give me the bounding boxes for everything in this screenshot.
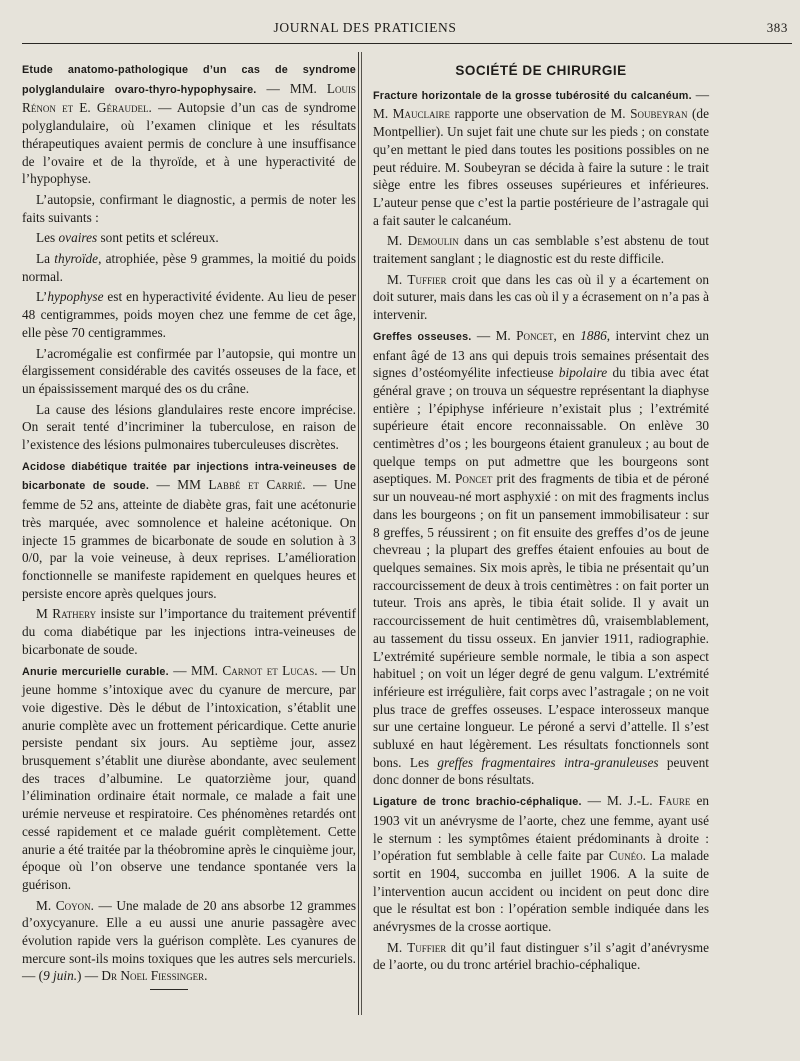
italic-term: ovaires	[58, 230, 98, 246]
article-greffes-osseuses	[373, 327, 709, 789]
article-syndrome-polyglandulaire	[22, 60, 356, 454]
column-divider	[358, 52, 359, 1015]
right-column	[373, 60, 709, 977]
author-name: Demoulin	[407, 233, 459, 249]
paragraph: La cause des lésions glandulaires reste encore imprécise. On serait tenté d’incriminer la tuberculose, en raison de l’existence des lésions pulmonaires tuberculeuses discrètes.	[22, 401, 356, 453]
article-title: Anurie mercurielle curable.	[22, 665, 169, 678]
signature: Dr Noel Fiessinger.	[101, 968, 208, 984]
author-name: Poncet	[455, 471, 493, 487]
article-authors: — MM. Louis Rénon et E. Géraudel.	[22, 80, 357, 116]
article-body: — Autopsie d’un cas de syndrome polyglandulaire, où l’examen clinique et les résultats thérapeutiques avaient permis de conclure à une insuffisance de l’ovaire et de la thyroïde, et à une hyperactivité de l’hypophyse.	[22, 100, 357, 187]
paragraph: M Rathery insiste sur l’importance du traitement préventif du coma diabétique par les injections intra-veineuses de bicarbonate de soude.	[22, 606, 356, 657]
date: 9 juin.	[43, 968, 78, 984]
italic-term: thyroïde	[54, 251, 99, 267]
italic-term: greffes fragmentaires intra-granuleuses	[437, 754, 659, 770]
article-body: — Un jeune homme s’intoxique avec du cyanure de mercure, par voie digestive. Dès le début de l’intoxication, s’établit une anurie complète avec un frottement péricardique. Cette anurie persiste pendant six jours. Au septième jour, assez brusquement s’établit une diurèse abondante, avec seulement des traces d’albumine. Le quatorzième jour, quand l’élimination ordinaire était normale, ce malade a fait une urémie nerveuse et respiratoire. Ces phénomènes retardés ont cessé rapidement et ce malade guérit complètement. Cette anurie a été traitée par la théobromine après le cinquième jour, époque où l’on observe une tendance spontanée vers la guérison.	[22, 662, 356, 892]
article-authors: — MM Labbé et Carrié.	[156, 477, 306, 493]
article-body: — Une femme de 52 ans, atteinte de diabète gras, fait une acétonurie très marquée, avec somnolence et haleine acétonique. On injecte 15 grammes de bicarbonate de soude en solution à 3 0/0, par la voie veineuse, à deux reprises. L’amélioration fonctionnelle se manifeste rapidement en quelques heures et persiste encore après quelques jours.	[22, 477, 357, 601]
article-lead: Greffes osseuses. — M. Poncet, en 1886, intervint chez un enfant âgé de 13 ans qui depuis trois semaines présentait des signes d’ostéomyélite infectieuse bipolaire du tibia avec état général grave ; on trouva un séquestre représentant la diaphyse entière ; l’épiphyse inférieure n’existait plus ; l’extrémité supérieure était encore reconnaissable. On enlève 30 centimètres d’os ; les bourgeons étaient granuleux ; au bout de quelque temps on put admettre que les bourgeons sont aseptiques. M. Poncet prit des fragments de tibia et de péroné sur un nouveau-né mort asphyxié : on mit des fragments inclus dans les bourgeons ; on fit un pansement immobilisateur : sur 8 greffes, 5 réussirent ; on fit ensuite des greffes d’os de jeune chevreau ; la plupart des greffes étaient enfouies au bout de quelques semaines. Six mois après, le tibia ne présentait qu’un raccourcissement de deux à trois centimètres : on fait porter un tuteur. Trois ans après, le tibia était solide. Il y avait un raccourcissement de huit centimètres dû, vraisemblablement, au tassement du tissu osseux. En janvier 1911, radiographie. L’extrémité supérieure semble normale, le tibia a son aspect habituel ; on voit un léger degré de genu valgum. L’extrémité inférieure est irrégulière, fait corps avec l’astragale ; on ne voit plus trace de greffes osseuses. L’espace interosseux manque sur une certaine longueur. Le péroné a servi d’attelle. Il s’est subluxé en haut légèrement. Les résultats fonctionnels sont bons. Les greffes fragmentaires intra-granuleuses peuvent donc donner de bons résultats.	[373, 327, 710, 788]
left-column	[22, 60, 356, 990]
column-divider-inner	[361, 52, 362, 1015]
article-fracture-calcaneum	[373, 86, 709, 324]
author-name: M Rathery	[36, 606, 97, 622]
author-name: Soubeyran	[630, 106, 688, 122]
author-name: Mauclaire	[392, 106, 450, 122]
author-name: Poncet	[516, 327, 554, 343]
author-name: M. Coyon.	[36, 897, 94, 913]
paragraph: La thyroïde, atrophiée, pèse 9 grammes, la moitié du poids normal.	[22, 251, 356, 284]
article-lead	[22, 60, 356, 188]
article-ligature-brachio-cephalique	[373, 792, 709, 974]
paragraph: L’acromégalie est confirmée par l’autopsie, qui montre un élargissement considérable des cavités osseuses de la face, et un épaississement marqué des os du crâne.	[22, 345, 356, 396]
article-acidose-diabetique	[22, 457, 356, 659]
author-name: Tuffier	[407, 939, 447, 955]
paragraph: Les ovaires sont petits et scléreux.	[36, 230, 219, 246]
paragraph: M. Demoulin dans un cas semblable s’est abstenu de tout traitement sanglant ; le diagnostic est du reste difficile.	[373, 233, 709, 267]
article-title: Fracture horizontale de la grosse tubérosité du calcanéum.	[373, 89, 692, 102]
paragraph: M. Coyon. — Une malade de 20 ans absorbe 12 grammes d’oxycyanure. Elle a eu aussi une anurie passagère avec évolution rapide vers la guérison complète. Les cyanures de mercure sont-ils moins toxiques que les autres sels mercuriels. — (9 juin.) — Dr Noel Fiessinger.	[22, 897, 356, 984]
paragraph: L’autopsie, confirmant le diagnostic, a permis de noter les faits suivants :	[22, 191, 356, 225]
author-name: Cunéo	[608, 848, 643, 864]
paragraph: M. Tuffier croit que dans les cas où il y a écartement on doit suturer, mais dans les cas où il y a écrasement on n’a pas à intervenir.	[373, 271, 709, 323]
year: 1886	[580, 327, 607, 343]
paragraph: L’hypophyse est en hyperactivité évidente. Au lieu de peser 48 centigrammes, poids moyen chez une femme de cet âge, elle pèse 70 centigrammes.	[22, 289, 356, 340]
italic-term: hypophyse	[47, 289, 104, 305]
section-title: SOCIÉTÉ DE CHIRURGIE	[455, 63, 627, 78]
header-rule	[22, 43, 792, 44]
italic-term: bipolaire	[558, 365, 608, 381]
article-lead	[22, 457, 356, 603]
article-lead	[22, 662, 356, 894]
end-rule	[150, 989, 188, 990]
paragraph: M. Tuffier dit qu’il faut distinguer s’il s’agit d’anévrysme de l’aorte, ou du tronc artériel brachio-céphalique.	[373, 939, 709, 973]
article-lead: Fracture horizontale de la grosse tubérosité du calcanéum. — M. Mauclaire rapporte une observation de M. Soubeyran (de Montpellier). Un sujet fait une chute sur les pieds ; on constate qu’en mettant le pied dans toutes les positions possibles on ne peut réduire. M. Soubeyran se décida à faire la suture : le trait siège entre les fibres osseuses supérieures et inférieures. L’auteur pense que c’est la partie postérieure de l’astragale qui a fait sauter le calcanéum.	[373, 86, 709, 228]
article-title: Ligature de tronc brachio-céphalique.	[373, 796, 582, 809]
author-name: Tuffier	[407, 271, 447, 287]
article-anurie-mercurielle	[22, 662, 356, 991]
article-title: Etude anatomo-pathologique d’un cas de syndrome polyglandulaire ovaro-thyro-hypophysaire.	[22, 64, 356, 96]
article-authors: — MM. Carnot et Lucas.	[173, 662, 318, 678]
article-title: Acidose diabétique traitée par injections intra-veineuses de bicarbonate de soude.	[22, 460, 356, 493]
running-header	[0, 18, 800, 40]
page-number: 383	[766, 20, 788, 35]
article-title: Greffes osseuses.	[373, 330, 472, 343]
author-name: Faure	[658, 793, 691, 809]
journal-title: JOURNAL DES PRATICIENS	[273, 20, 457, 35]
article-lead: Ligature de tronc brachio-céphalique. — M. J.-L. Faure en 1903 vit un anévrysme de l’aorte, chez une femme, ayant usé le sternum : les symptômes étaient prédominants à droite : l’opération fut semblable à celle faite par Cunéo. La malade sortit en 1904, succomba en juillet 1906. A la suite de l’intervention aucun accident ou incident on peut donc dire que le résultat est bon : l’opération semble indiquée dans les anévrysmes de la crosse aortique.	[373, 793, 710, 935]
